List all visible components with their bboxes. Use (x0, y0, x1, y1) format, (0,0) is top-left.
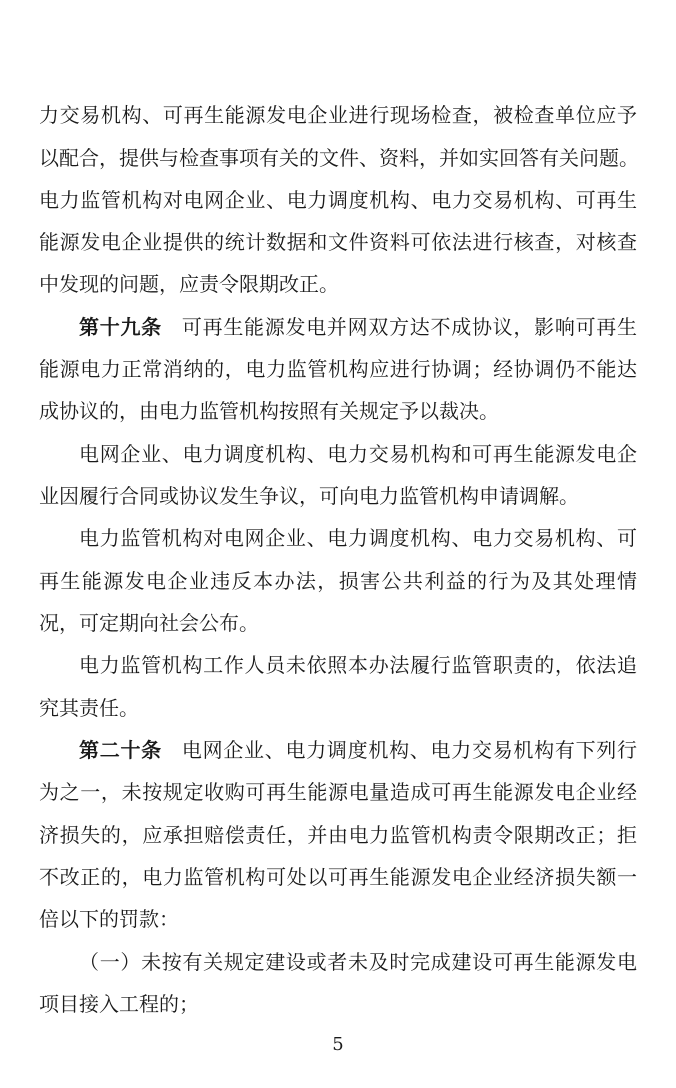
text-line: 电网企业、电力调度机构、电力交易机构和可再生能源发电企 (79, 442, 637, 466)
article-19-first-line (79, 307, 637, 347)
text-line: 业因履行合同或协议发生争议，可向电力监管机构申请调解。 (39, 484, 579, 508)
article-number: 第十九条 (79, 315, 162, 339)
text-line: 为之一，未按规定收购可再生能源电量造成可再生能源发电企业经 (39, 780, 637, 804)
text-line: 能源电力正常消纳的，电力监管机构应进行协调；经协调仍不能达 (39, 357, 637, 381)
page-number: 5 (332, 1034, 344, 1055)
text-line: 以配合，提供与检查事项有关的文件、资料，并如实回答有关问题。 (39, 146, 639, 170)
text-line: 中发现的问题，应责令限期改正。 (39, 272, 339, 296)
text-line: 力交易机构、可再生能源发电企业进行现场检查，被检查单位应予 (39, 103, 637, 127)
text-line: 能源发电企业提供的统计数据和文件资料可依法进行核查，对核查 (39, 230, 637, 254)
text-line: 倍以下的罚款： (39, 907, 179, 931)
text-line: 成协议的，由电力监管机构按照有关规定予以裁决。 (39, 399, 499, 423)
article-number: 第二十条 (79, 738, 162, 762)
article-text: 可再生能源发电并网双方达不成协议，影响可再生 (181, 315, 638, 339)
text-line: 电力监管机构对电网企业、电力调度机构、电力交易机构、可再生 (39, 188, 637, 212)
article-text: 电网企业、电力调度机构、电力交易机构有下列行 (181, 738, 638, 762)
article-20-first-line (79, 730, 637, 770)
text-line: 项目接入工程的； (39, 992, 199, 1016)
text-line: 况，可定期向社会公布。 (39, 611, 259, 635)
text-line: 济损失的，应承担赔偿责任，并由电力监管机构责令限期改正；拒 (39, 823, 637, 847)
text-line: （一）未按有关规定建设或者未及时完成建设可再生能源发电 (79, 950, 637, 974)
text-line: 不改正的，电力监管机构可处以可再生能源发电企业经济损失额一 (39, 865, 637, 889)
text-line: 再生能源发电企业违反本办法，损害公共利益的行为及其处理情 (39, 569, 637, 593)
text-line: 电力监管机构工作人员未依照本办法履行监管职责的，依法追 (79, 653, 637, 677)
text-line: 究其责任。 (39, 696, 139, 720)
text-line: 电力监管机构对电网企业、电力调度机构、电力交易机构、可 (79, 526, 637, 550)
